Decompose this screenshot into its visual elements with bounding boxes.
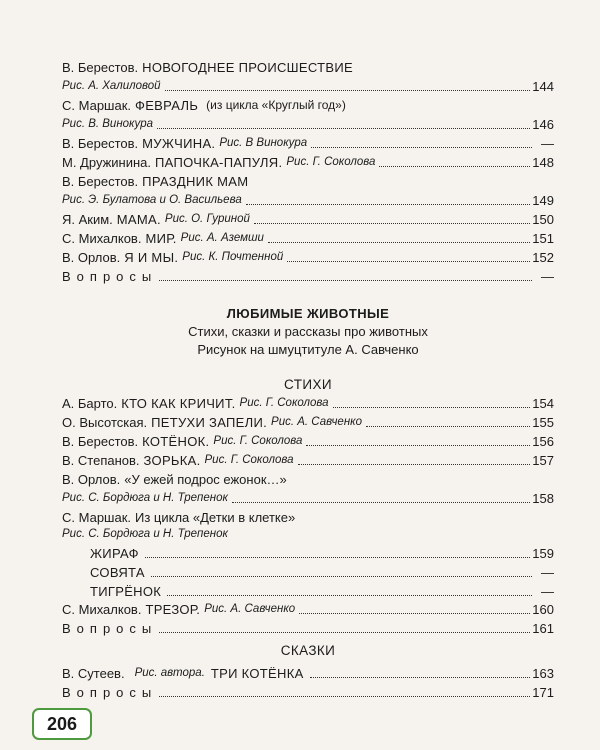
entry-author: Я. Аким.	[62, 212, 113, 227]
entry-page: 158	[532, 491, 554, 506]
entry-page: 160	[532, 602, 554, 617]
entry-page: 146	[532, 117, 554, 132]
toc-entry[interactable]	[62, 394, 554, 411]
dot-leader	[311, 146, 532, 148]
entry-illustrator: Рис. Г. Соколова	[239, 397, 329, 409]
entry-page: 159	[532, 546, 554, 561]
dot-leader	[366, 425, 530, 427]
dot-leader	[145, 556, 531, 558]
toc-entry[interactable]	[62, 489, 554, 506]
dot-leader	[254, 222, 530, 224]
entry-illustrator: Рис. А. Аземши	[180, 232, 264, 244]
tales-heading: СКАЗКИ	[280, 643, 336, 658]
dot-leader	[157, 127, 530, 129]
entry-page: —	[541, 269, 554, 284]
dot-leader	[151, 575, 532, 577]
entry-author: О. Высотская.	[62, 415, 148, 430]
dot-leader	[306, 444, 530, 446]
entry-title: ТРЕЗОР.	[145, 602, 201, 617]
entry-title: Я И МЫ.	[124, 250, 179, 265]
toc-entry[interactable]	[62, 191, 554, 208]
entry-author: С. Михалков.	[62, 602, 142, 617]
entry-illustrator: Рис. О. Гуриной	[164, 213, 250, 225]
dot-leader	[167, 594, 532, 596]
entry-illustrator: Рис. А. Савченко	[271, 416, 362, 428]
entry-illustrator: Рис. Г. Соколова	[286, 156, 376, 168]
entry-title: ПРАЗДНИК МАМ	[142, 174, 249, 189]
entry-author: А. Барто.	[62, 396, 118, 411]
entry-page: 152	[532, 250, 554, 265]
questions-label: Вопросы	[62, 685, 158, 700]
entry-title: ЗОРЬКА.	[143, 453, 201, 468]
toc-entry-questions[interactable]	[62, 619, 554, 636]
entry-title: НОВОГОДНЕЕ ПРОИСШЕСТВИЕ	[142, 60, 353, 75]
toc-entry[interactable]	[62, 525, 554, 542]
toc-entry[interactable]	[62, 248, 554, 265]
toc-entry[interactable]	[62, 77, 554, 94]
entry-note: (из цикла «Круглый год»)	[206, 98, 346, 112]
entry-page: 171	[532, 685, 554, 700]
entry-page: 161	[532, 621, 554, 636]
entry-title: ТИГРЁНОК	[90, 584, 162, 599]
entry-author: В. Орлов.	[62, 250, 121, 265]
entry-title: КОТЁНОК.	[142, 434, 210, 449]
toc-entry[interactable]	[90, 563, 554, 580]
page-number-badge: 206	[32, 708, 92, 740]
toc-entry[interactable]	[62, 210, 554, 227]
entry-page: 151	[532, 231, 554, 246]
entry-title: МИР.	[145, 231, 177, 246]
toc-entry[interactable]	[62, 172, 554, 189]
entry-title: ТРИ КОТЁНКА	[210, 666, 304, 681]
dot-leader	[246, 203, 531, 205]
entry-title: ПАПОЧКА-ПАПУЛЯ.	[155, 155, 283, 170]
entry-author: С. Маршак.	[62, 510, 132, 525]
dot-leader	[268, 241, 530, 243]
questions-label: Вопросы	[62, 621, 158, 636]
poems-heading: СТИХИ	[284, 377, 332, 392]
entry-page: 163	[532, 666, 554, 681]
entry-title: МАМА.	[116, 212, 161, 227]
entry-title: ФЕВРАЛЬ	[135, 98, 199, 113]
entry-illustrator: Рис. К. Почтенной	[182, 251, 284, 263]
dot-leader	[333, 406, 531, 408]
toc-entry[interactable]	[62, 451, 554, 468]
toc-entry[interactable]	[62, 229, 554, 246]
entry-page: 156	[532, 434, 554, 449]
entry-page: 148	[532, 155, 554, 170]
entry-author: С. Маршак.	[62, 98, 132, 113]
entry-title: КТО КАК КРИЧИТ.	[121, 396, 236, 411]
toc-entry-questions[interactable]	[62, 683, 554, 700]
entry-title: ПЕТУХИ ЗАПЕЛИ.	[151, 415, 268, 430]
questions-label: Вопросы	[62, 269, 158, 284]
toc-entry[interactable]	[62, 115, 554, 132]
section-title: ЛЮБИМЫЕ ЖИВОТНЫЕ	[226, 306, 390, 321]
entry-illustrator: Рис. А. Халиловой	[62, 80, 161, 92]
section-subtitle: Стихи, сказки и рассказы про животных	[188, 324, 428, 339]
toc-entry[interactable]	[62, 413, 554, 430]
dot-leader	[299, 612, 530, 614]
section-credit: Рисунок на шмуцтитуле А. Савченко	[197, 342, 419, 357]
entry-page: 155	[532, 415, 554, 430]
entry-page: —	[541, 136, 554, 151]
toc-entry[interactable]	[62, 600, 554, 617]
toc-entry[interactable]	[62, 470, 554, 487]
entry-title: «У ежей подрос ежонок…»	[124, 472, 287, 487]
toc-entry[interactable]	[90, 582, 554, 599]
entry-page: 149	[532, 193, 554, 208]
entry-author: В. Сутеев.	[62, 666, 125, 681]
toc-entry[interactable]	[90, 544, 554, 561]
entry-page: —	[541, 584, 554, 599]
entry-illustrator: Рис. Г. Соколова	[204, 454, 294, 466]
toc-entry[interactable]	[62, 664, 554, 681]
toc-entry-questions[interactable]	[62, 267, 554, 284]
dot-leader	[287, 260, 530, 262]
entry-author: С. Михалков.	[62, 231, 142, 246]
dot-leader	[379, 165, 530, 167]
entry-author: М. Дружинина.	[62, 155, 152, 170]
toc-entry[interactable]	[62, 58, 554, 75]
entry-title: ЖИРАФ	[90, 546, 139, 561]
toc-entry[interactable]	[62, 432, 554, 449]
entry-title: МУЖЧИНА.	[142, 136, 216, 151]
entry-author: В. Орлов.	[62, 472, 121, 487]
entry-illustrator: Рис. Г. Соколова	[213, 435, 303, 447]
entry-author: В. Берестов.	[62, 60, 139, 75]
dot-leader	[310, 676, 531, 678]
entry-illustrator: Рис. Э. Булатова и О. Васильева	[62, 194, 242, 206]
entry-illustrator: Рис. А. Савченко	[204, 603, 296, 615]
dot-leader	[159, 695, 530, 697]
dot-leader	[159, 279, 532, 281]
toc-entry[interactable]	[62, 96, 554, 113]
entry-illustrator: Рис. В. Винокура	[62, 118, 154, 130]
entry-page: 150	[532, 212, 554, 227]
dot-leader	[232, 501, 530, 503]
toc-entry[interactable]	[62, 134, 554, 151]
entry-illustrator: Рис. С. Бордюга и Н. Трепенок	[62, 492, 228, 504]
entry-author: В. Степанов.	[62, 453, 140, 468]
entry-author: В. Берестов.	[62, 174, 139, 189]
dot-leader	[165, 89, 531, 91]
entry-page: 157	[532, 453, 554, 468]
entry-title: СОВЯТА	[90, 565, 145, 580]
entry-page: 144	[532, 79, 554, 94]
toc-entry[interactable]	[62, 153, 554, 170]
entry-author: В. Берестов.	[62, 434, 139, 449]
toc-entry[interactable]	[62, 508, 554, 525]
entry-illustrator: Рис. автора.	[134, 667, 205, 679]
dot-leader	[159, 631, 530, 633]
dot-leader	[298, 463, 531, 465]
entry-page: 154	[532, 396, 554, 411]
entry-title: Из цикла «Детки в клетке»	[135, 510, 296, 525]
entry-page: —	[541, 565, 554, 580]
entry-author: В. Берестов.	[62, 136, 139, 151]
entry-illustrator: Рис. В Винокура	[219, 137, 308, 149]
entry-illustrator: Рис. С. Бордюга и Н. Трепенок	[62, 528, 228, 540]
